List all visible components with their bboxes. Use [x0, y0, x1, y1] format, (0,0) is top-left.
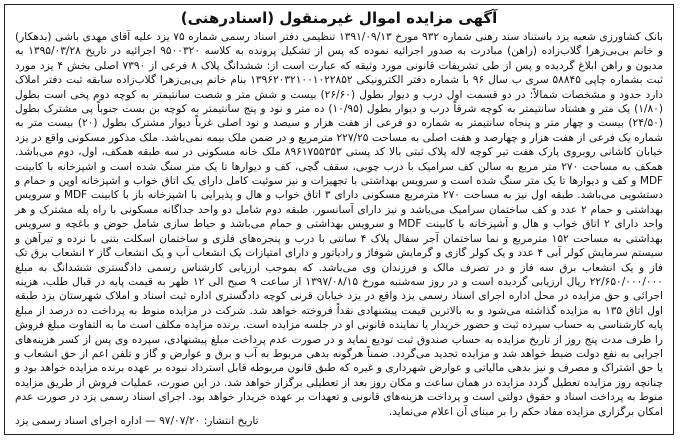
auction-notice [4, 4, 674, 435]
notice-footer: تاریخ انتشار: ۹۷/۰۷/۲۰ — اداره اجرای اسناد رسمی یزد [15, 415, 259, 427]
notice-title: آگهی مزایده اموال غیرمنقول (اسنادرهنی) [180, 9, 498, 27]
notice-body: بانک کشاورزی شعبه یزد باستناد سند رهنی شماره ۹۳۲ مورخ ۱۳۹۱/۰۹/۱۳ تنظیمی دفتر اسناد رسمی شماره ۷۵ یزد علیه آقای مهدی باشی (بدهکار) و خانم بی‌بی‌زهرا گلاب‌زاده (راهن) مبادرت به صدور اجرائیه نموده که پس از تشکیل پرونده به کلاسه ۹۵۰۰۳۲۰ اجرائیه در تاریخ ۱۳۹۵/۰۳/۲۸ به مدیون و راهن ابلاغ گردیده و پس از طی تشریفات قانونی مورد وثیقه که عبارت است از: ششدانگ پلاک ۸ فرعی از ۷۳۹۰ اصلی بخش ۴ یزد مورد ثبت بشماره چاپی ۵۸۸۴۵ سری ب سال ۹۶ با شماره دفتر الکترونیکی ۱۳۹۶۲۰۳۲۱۰۰۱۰۲۲۸۵۲ بنام خانم بی‌بی‌زهرا گلاب‌زاده سابقه ثبت دفتر املاک دارد حدود و مشخصات شمالاً: در دو قسمت اول درب و دیوار بطول (۲۶/۶۰) بیست و شش متر و شصت سانتیمتر به کوچه دوم پخی است بطول (۱/۸۰) یک متر و هشتاد سانتیمتر به کوچه شرقاً درب و دیوار بطول (۱۰/۹۵) ده متر و نود و پنج سانتیمتر به کوچه بن بست جنوباً پی مشترک بطول (۲۴/۵۰) بیست و چهار متر و پنجاه سانتیمتر به شماره دو فرعی از هفت هزار و سیصد و نود اصلی غرباً دیوار مشترک بطول (۲۰) بیست متر به شماره یک فرعی از هفت هزار و چهارصد و هفت اصلی به مساحت ۲۲۷/۲۵ مترمربع و در ضمن ملک بیمه نمی‌باشد. ملک مذکور مسکونی واقع در یزد خیابان کاشانی روبروی پارک هفت تیر کوچه لاله پلاک ثبتی بالا کد پستی ۸۹۶۱۷۵۵۳۵۳ ملک خانه مسکونی در سه طبقه همکف، اول، دوم می‌باشد. همکف به مساحت ۲۷۰ متر مربع به سالن کف سرامیک با درب چوبی، سقف گچی، کف و دیوارها تا یک متر سنگ شده است و اشپزخانه با کابینت MDF و کف و دیوارها تا یک متر سنگ شده است و سرویس بهداشتی با تجهیزات و نیز سوئیت کامل دارای یک اتاق خواب و اشپزخانه اوپن و حمام و دستشویی می‌باشد. طبقه اول نیز به مساحت ۲۷۰ مترمربع مسکونی دارای ۳ اتاق خواب و هال و پذیرایی با اشپزخانه باز با کابینت MDF و سرویس بهداشتی و حمام ۲ عدد و کف ساختمان سرامیک می‌باشد و نیز دارای آسانسور. طبقه دوم شامل دو واحد جداگانه مسکونی با راه پله مشترک و هر واحد دارای ۲ اتاق خواب و هال و آشپزخانه با کابینت MDF و سرویس بهداشتی و حمام می‌باشد و حیاط سازی شامل حوض و باغچه و سرویس بهداشتی به مساحت ۱۵۲ مترمربع و نما ساختمان آجر سفال پلاک ۴ سانتی با درب و پنجره‌های فلزی و ساختمان اسکلت بتنی با نرده و تیرآهن و سیستم سرمایش کولر آبی ۴ عدد و یک کولر گازی و گرمایش شوفاژ و رادیاتور و دارای امتیازات یک انشعاب آب و یک انشعاب گاز ۲ انشعاب برق تک فاز و یک انشعاب برق سه فاز و در تصرف مالک و فرزندان وی می‌باشد. که بموجب ارزیابی کارشناس رسمی دادگستری ششدانگ به مبلغ ۲۲/۶۵۰/۰۰۰/۰۰۰ ریال ارزیابی گردیده است و در روز سه‌شنبه مورخ ۱۳۹۷/۰۸/۱۵ از ساعت ۹ صبح الی ۱۲ ظهر به قیمت پایه در قبال طلب، هزینه اجرائی و حق مزایده در محل اداره اجرای اسناد رسمی یزد واقع در یزد خیابان قرنی کوچه دادگستری اداره ثبت اسناد و املاک شهرستان یزد طبقه اول اتاق ۱۳۵ به مزایده گذاشته می‌شود و به بالاترین قیمت پیشنهادی نقداً فروخته خواهد شد. شرکت در مزایده منوط به پرداخت ده درصد از مبلغ پایه کارشناسی به حساب سپرده ثبت و حضور خریدار یا نماینده قانونی او در جلسه مزایده است. برنده مزایده مکلف است ما به التفاوت مبلغ فروش را ظرف مدت پنج روز از تاریخ مزایده به حساب صندوق ثبت تودیع نماید و در صورت عدم پرداخت مبلغ پیشنهادی، سپرده وی پس از کسر هزینه‌های اجرایی به نفع دولت ضبط خواهد شد و مزایده تجدید می‌گردد. ضمناً هرگونه بدهی مربوط به آب و برق و عوارض و گاز و تلفن اعم از حق انشعاب و یا حق اشتراک و مصرف و نیز بدهی مالیاتی و عوارض شهرداری و غیره که طبق قانون مربوطه قابل استرداد نبوده بر عهده برنده مزایده خواهد بود و چنانچه روز مزایده تعطیل گردد مزایده در همان ساعت و مکان روز بعد از تعطیلی برگزار خواهد شد. در این صورت، عملیات فروش از طریق مزایده منوط به پرداخت اسناد و حقوق دولتی است و پرداخت هزینه‌های قانونی و تعهدات بر عهده خریدار خواهد بود. اجرای اسناد رسمی یزد در صورت عدم امکان برگزاری مزایده مفاد حکم را بر مبنای آن اعلام می‌نماید. [15, 31, 664, 418]
